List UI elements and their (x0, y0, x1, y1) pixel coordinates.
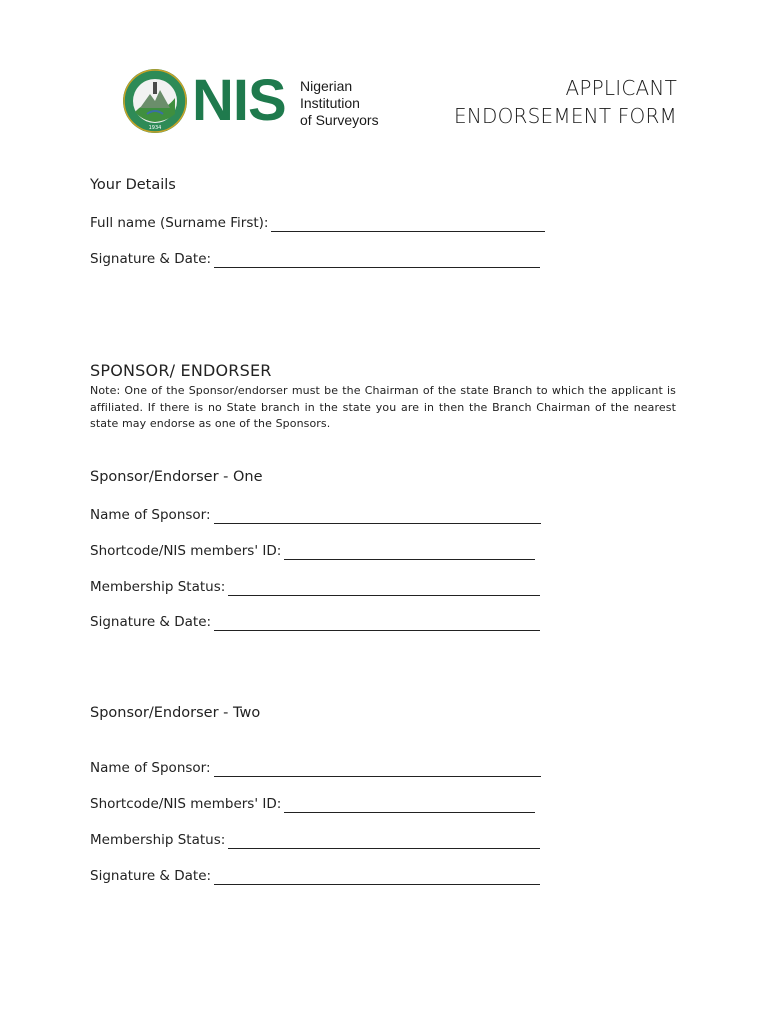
sponsor-one-heading: Sponsor/Endorser - One (90, 469, 263, 485)
full-name-field[interactable] (90, 212, 545, 232)
sponsor-two-name-input-line[interactable] (214, 762, 541, 777)
sponsor-two-status-input-line[interactable] (228, 834, 540, 849)
sponsor-one-signature-input-line[interactable] (214, 616, 540, 631)
sponsor-two-status-field[interactable] (90, 829, 540, 849)
form-title (454, 74, 677, 130)
sponsor-one-id-field[interactable] (90, 540, 535, 560)
sponsor-one-status-label: Membership Status: (90, 579, 226, 595)
sponsor-two-id-input-line[interactable] (284, 798, 535, 813)
institution-name-line-2: Institution (300, 95, 360, 111)
nis-seal-logo (122, 68, 188, 134)
sponsor-two-id-label: Shortcode/NIS members' ID: (90, 796, 282, 812)
sponsor-two-id-field[interactable] (90, 793, 535, 813)
form-title-line-1: APPLICANT (565, 76, 677, 100)
applicant-signature-label: Signature & Date: (90, 251, 212, 267)
sponsor-one-name-input-line[interactable] (214, 509, 541, 524)
institution-name (300, 78, 379, 129)
nis-wordmark: NIS (192, 68, 286, 133)
institution-name-line-1: Nigerian (300, 78, 353, 94)
sponsor-two-name-label: Name of Sponsor: (90, 760, 211, 776)
sponsor-two-signature-label: Signature & Date: (90, 868, 212, 884)
sponsor-one-id-input-line[interactable] (284, 545, 535, 560)
your-details-heading: Your Details (90, 177, 176, 193)
sponsor-section-heading: SPONSOR/ ENDORSER (90, 361, 272, 380)
applicant-signature-field[interactable] (90, 248, 540, 268)
sponsor-two-heading: Sponsor/Endorser - Two (90, 705, 261, 721)
sponsor-one-signature-label: Signature & Date: (90, 614, 212, 630)
sponsor-two-name-field[interactable] (90, 757, 541, 777)
full-name-label: Full name (Surname First): (90, 215, 269, 231)
sponsor-note: Note: One of the Sponsor/endorser must be the Chairman of the state Branch to which the applicant is affiliated. If there is no State branch in the state you are in then the Branch Chairman of the nearest state may endorse as one of the Sponsors. (90, 384, 676, 430)
sponsor-two-signature-input-line[interactable] (214, 870, 540, 885)
sponsor-one-name-label: Name of Sponsor: (90, 507, 211, 523)
sponsor-two-signature-field[interactable] (90, 865, 540, 885)
applicant-signature-input-line[interactable] (214, 253, 540, 268)
form-header (0, 0, 768, 150)
institution-name-line-3: of Surveyors (300, 112, 379, 128)
sponsor-one-status-input-line[interactable] (228, 581, 540, 596)
sponsor-one-signature-field[interactable] (90, 611, 540, 631)
form-title-line-2: ENDORSEMENT FORM (454, 104, 677, 128)
sponsor-one-status-field[interactable] (90, 576, 540, 596)
sponsor-one-id-label: Shortcode/NIS members' ID: (90, 543, 282, 559)
sponsor-one-name-field[interactable] (90, 504, 541, 524)
seal-year: 1934 (148, 125, 162, 131)
sponsor-two-status-label: Membership Status: (90, 832, 226, 848)
full-name-input-line[interactable] (271, 217, 545, 232)
